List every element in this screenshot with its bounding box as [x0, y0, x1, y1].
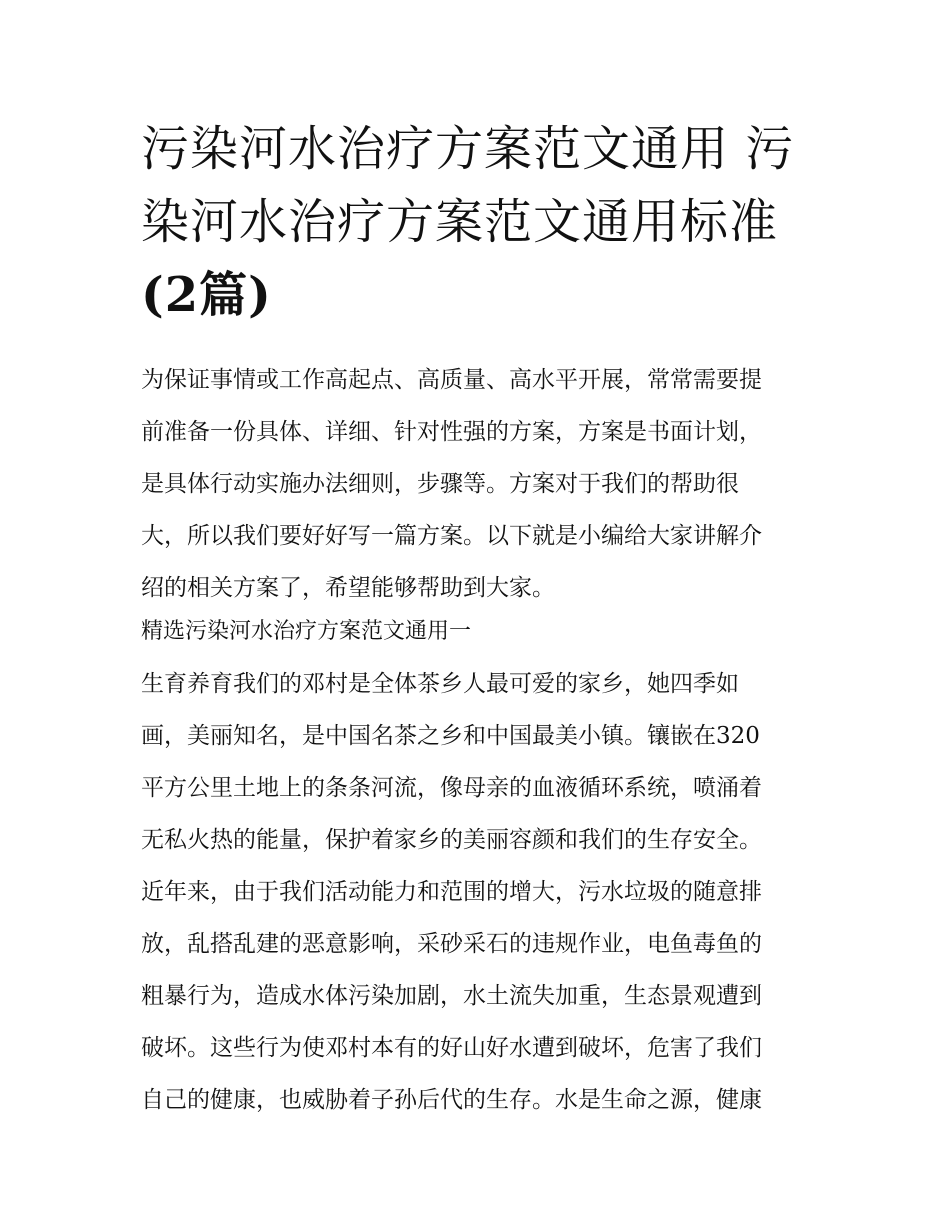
body-paragraph: [141, 658, 762, 1126]
document-title: [141, 113, 816, 332]
intro-line: 为保证事情或工作高起点、高质量、高水平开展，常常需要提: [141, 367, 762, 393]
body-line: 生育养育我们的邓村是全体茶乡人最可爱的家乡，她四季如: [141, 671, 739, 697]
intro-paragraph: [141, 354, 762, 614]
body-line: 平方公里土地上的条条河流，像母亲的血液循环系统，喷涌着: [141, 775, 762, 801]
intro-line: 大，所以我们要好好写一篇方案。以下就是小编给大家讲解介: [141, 523, 762, 549]
intro-line: 前准备一份具体、详细、针对性强的方案，方案是书面计划，: [141, 419, 762, 445]
body-line: 无私火热的能量，保护着家乡的美丽容颜和我们的生存安全。: [141, 827, 762, 853]
body-line: 破坏。这些行为使邓村本有的好山好水遭到破坏，危害了我们: [141, 1035, 762, 1061]
intro-line: 是具体行动实施办法细则，步骤等。方案对于我们的帮助很: [141, 471, 739, 497]
body-line: 放，乱搭乱建的恶意影响，采砂采石的违规作业，电鱼毒鱼的: [141, 931, 762, 957]
section-heading: 精选污染河水治疗方案范文通用一: [141, 619, 472, 644]
body-line: 画，美丽知名，是中国名茶之乡和中国最美小镇。镶嵌在320: [141, 723, 760, 749]
intro-line: 绍的相关方案了，希望能够帮助到大家。: [141, 575, 555, 601]
title-count-text: (2篇): [141, 267, 272, 323]
title-main-text: 污染河水治疗方案范文通用 污染河水治疗方案范文通用标准: [141, 121, 795, 250]
body-line: 自己的健康，也威胁着子孙后代的生存。水是生命之源，健康: [141, 1087, 762, 1113]
body-line: 粗暴行为，造成水体污染加剧，水土流失加重，生态景观遭到: [141, 983, 762, 1009]
body-line: 近年来，由于我们活动能力和范围的增大，污水垃圾的随意排: [141, 879, 762, 905]
